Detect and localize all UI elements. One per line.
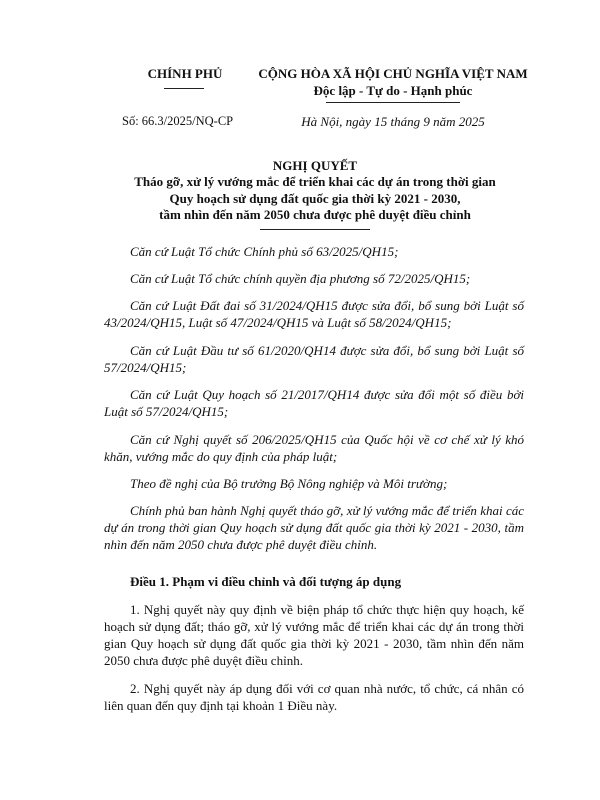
title-line-2: Quy hoạch sử dụng đất quốc gia thời kỳ 2021 - 2030, bbox=[169, 191, 461, 206]
article-1-clause-1: 1. Nghị quyết này quy định về biện pháp tổ chức thực hiện quy hoạch, kế hoạch sử dụng đất; tháo gỡ, xử lý vướng mắc để triển khai các dự án trong thời gian Quy hoạch sử dụng đất quốc gia thời kỳ 2021 - 2030, tầm nhìn đến năm 2050 chưa được phê duyệt điều chỉnh. bbox=[104, 602, 524, 668]
enactment-statement: Chính phủ ban hành Nghị quyết tháo gỡ, xử lý vướng mắc để triển khai các dự án trong thời gian Quy hoạch sử dụng đất quốc gia thời kỳ 2021 - 2030, tầm nhìn đến năm 2050 chưa được phê duyệt điều chỉnh. bbox=[104, 503, 524, 552]
basis-1: Căn cứ Luật Tổ chức Chính phủ số 63/2025/QH15; bbox=[130, 244, 399, 259]
motto-underline bbox=[326, 102, 460, 103]
title-line-1: Tháo gỡ, xử lý vướng mắc để triển khai các dự án trong thời gian bbox=[134, 174, 496, 189]
basis-3: Căn cứ Luật Đất đai số 31/2024/QH15 được sửa đổi, bổ sung bởi Luật số 43/2024/QH15, Luật số 47/2024/QH15 và Luật số 58/2024/QH15; bbox=[104, 298, 524, 330]
basis-6: Căn cứ Nghị quyết số 206/2025/QH15 của Quốc hội về cơ chế xử lý khó khăn, vướng mắc do quy định của pháp luật; bbox=[104, 432, 524, 464]
document-number: Số: 66.3/2025/NQ-CP bbox=[122, 114, 234, 128]
national-motto: Độc lập - Tự do - Hạnh phúc bbox=[313, 83, 473, 98]
article-1-clause-2: 2. Nghị quyết này áp dụng đối với cơ quan nhà nước, tổ chức, cá nhân có liên quan đến quy định tại khoản 1 Điều này. bbox=[104, 681, 524, 713]
place-and-date: Hà Nội, ngày 15 tháng 9 năm 2025 bbox=[301, 114, 485, 129]
agency-underline bbox=[164, 88, 204, 89]
article-1-heading: Điều 1. Phạm vi điều chỉnh và đối tượng áp dụng bbox=[130, 574, 402, 589]
nation-name: CỘNG HÒA XÃ HỘI CHỦ NGHĨA VIỆT NAM bbox=[258, 66, 528, 81]
basis-5: Căn cứ Luật Quy hoạch số 21/2017/QH14 được sửa đổi một số điều bởi Luật số 57/2024/QH15; bbox=[104, 387, 524, 419]
title-underline bbox=[260, 229, 370, 230]
basis-7: Theo đề nghị của Bộ trưởng Bộ Nông nghiệp và Môi trường; bbox=[130, 476, 448, 491]
basis-2: Căn cứ Luật Tổ chức chính quyền địa phương số 72/2025/QH15; bbox=[130, 271, 471, 286]
basis-4: Căn cứ Luật Đầu tư số 61/2020/QH14 được sửa đổi, bổ sung bởi Luật số 57/2024/QH15; bbox=[104, 343, 524, 375]
issuing-agency: CHÍNH PHỦ bbox=[147, 66, 223, 81]
title-line-3: tầm nhìn đến năm 2050 chưa được phê duyệt điều chỉnh bbox=[159, 207, 471, 222]
document-type: NGHỊ QUYẾT bbox=[272, 158, 358, 173]
